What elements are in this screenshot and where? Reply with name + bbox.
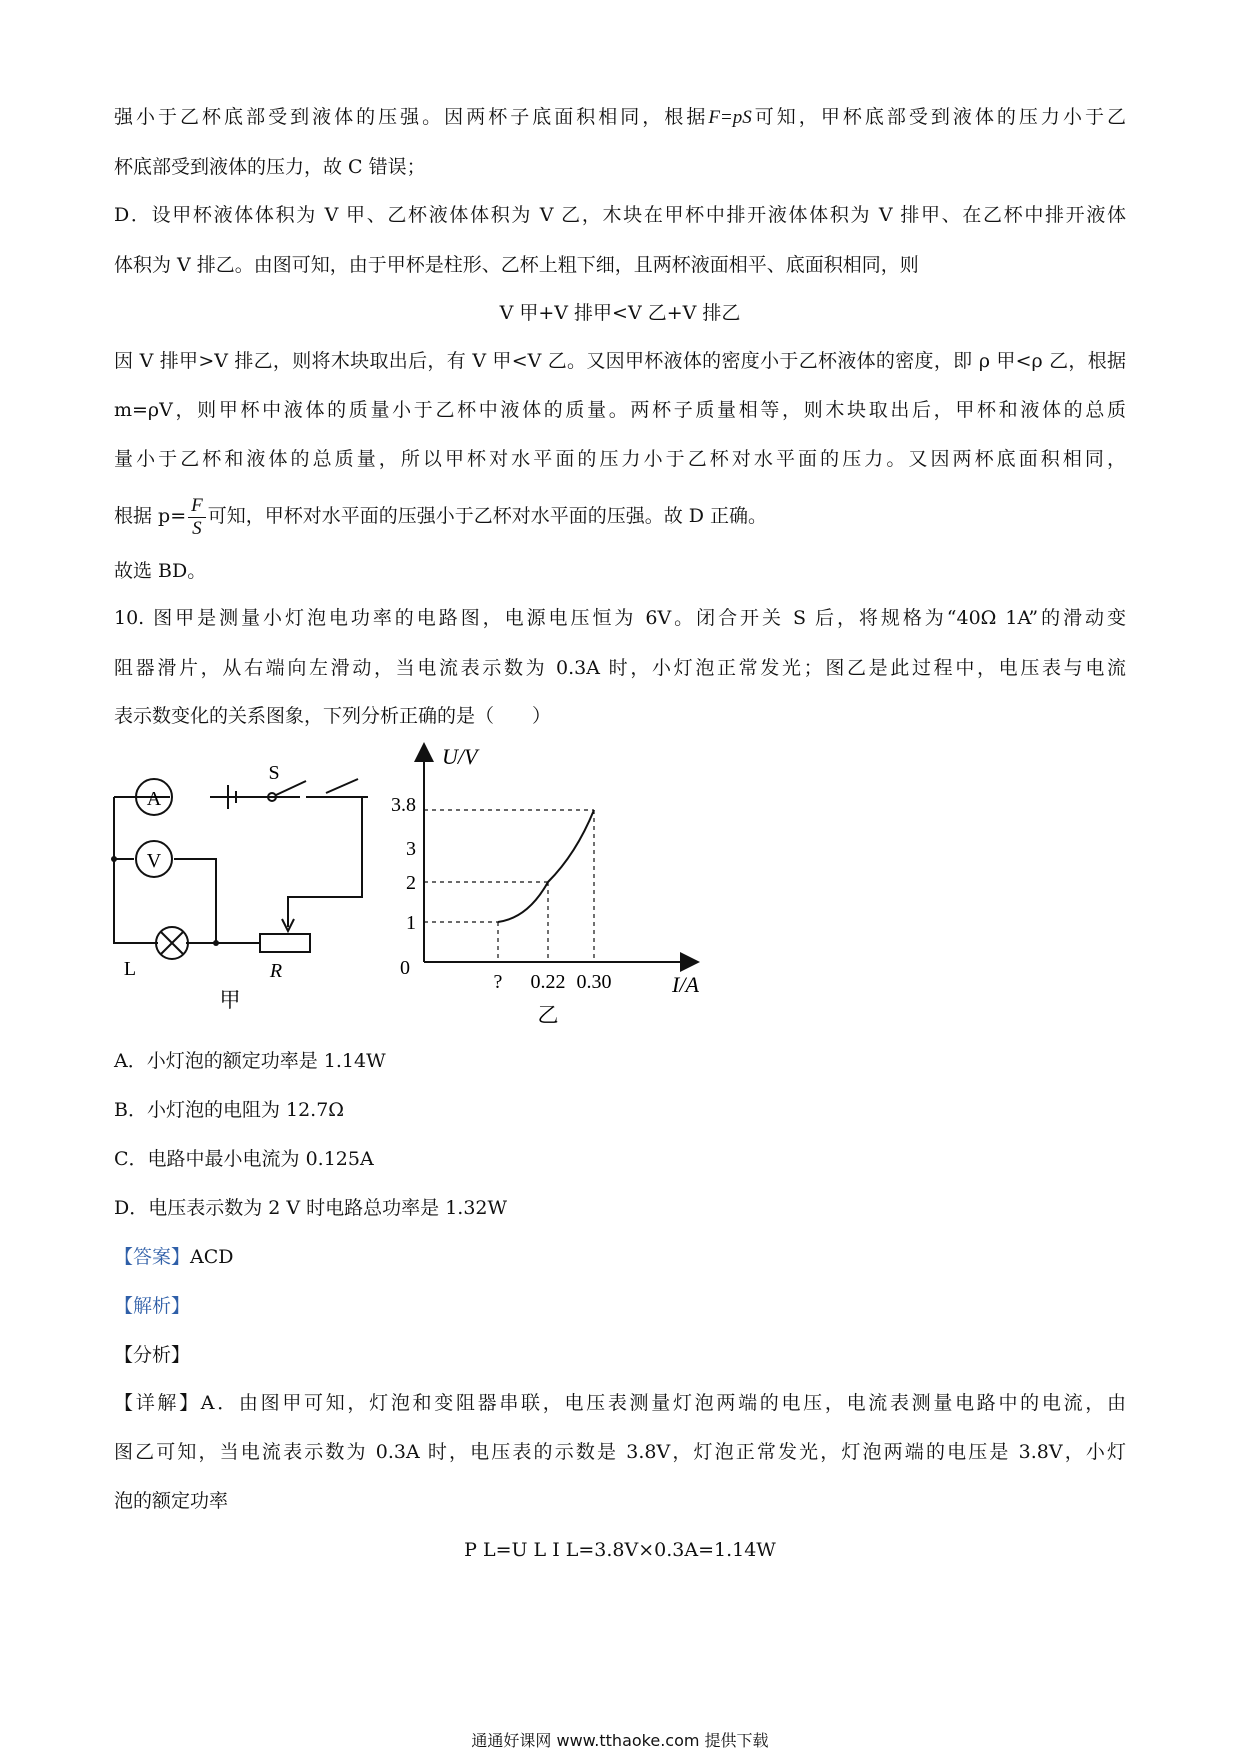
equation: P L=U L I L=3.8V×0.3A=1.14W — [464, 1539, 776, 1561]
text-line: m=ρV，则甲杯中液体的质量小于乙杯中液体的质量。两杯子质量相等，则木块取出后，甲杯和液体的总质 — [114, 399, 1126, 421]
text-line: 故选 BD。 — [114, 560, 207, 582]
question-text: 10. 图甲是测量小灯泡电功率的电路图，电源电压恒为 6V。闭合开关 S 后，将规格为“40Ω 1A”的滑动变 — [114, 607, 1126, 629]
origin-label: 0 — [400, 957, 410, 979]
switch-label: S — [268, 762, 280, 784]
question-text: 阻器滑片，从右端向左滑动，当电流表示数为 0.3A 时，小灯泡正常发光；图乙是此过程中，电压表与电流 — [114, 657, 1126, 679]
footer: 通通好课网 www.tthaoke.com 提供下载 — [471, 1731, 769, 1750]
analysis-label: 【解析】 — [114, 1295, 191, 1317]
answer-line — [114, 1242, 1126, 1272]
detail-text: 图乙可知，当电流表示数为 0.3A 时，电压表的示数是 3.8V，灯泡正常发光，灯泡两端的电压是 3.8V，小灯 — [114, 1441, 1126, 1463]
equation: V 甲+V 排甲<V 乙+V 排乙 — [499, 302, 741, 324]
x-tick-label: ? — [493, 971, 503, 993]
y-axis-label: U/V — [442, 744, 478, 769]
option-b: B．小灯泡的电阻为 12.7Ω — [114, 1099, 345, 1121]
text-line-fraction: 根据 p= $\frac{F}{S}$ 可知，甲杯对水平面的压强小于乙杯对水平面的压强。故 D 正确。 — [114, 494, 768, 539]
detail-text: 【详解】A．由图甲可知，灯泡和变阻器串联，电压表测量灯泡两端的电压，电流表测量电路中的电流，由 — [114, 1392, 1126, 1414]
text-line: 强小于乙杯底部受到液体的压强。因两杯子底面积相同，根据F=pS可知，甲杯底部受到液体的压力小于乙 — [114, 106, 1126, 128]
x-tick-label: 0.30 — [576, 971, 612, 993]
fenxi-label: 【分析】 — [114, 1344, 191, 1366]
circuit-caption: 甲 — [219, 988, 241, 1012]
detail-text: 泡的额定功率 — [114, 1490, 229, 1512]
circuit-diagram — [100, 755, 380, 1015]
text-line: 体积为 V 排乙。由图可知，由于甲杯是柱形、乙杯上粗下细，且两杯液面相平、底面积相同，则 — [114, 254, 919, 276]
option-d: D．电压表示数为 2 V 时电路总功率是 1.32W — [114, 1197, 508, 1219]
u-i-curve — [498, 810, 594, 922]
rheostat-label: R — [269, 960, 283, 982]
text-line: 杯底部受到液体的压力，故 C 错误； — [114, 156, 426, 178]
u-i-graph — [380, 742, 720, 1032]
fraction: $\frac{F}{S}$ — [188, 495, 206, 540]
y-tick-label: 2 — [406, 872, 416, 894]
x-tick-label: 0.22 — [530, 971, 566, 993]
voltmeter-label: V — [146, 850, 162, 872]
text-line: D．设甲杯液体体积为 V 甲、乙杯液体体积为 V 乙，木块在甲杯中排开液体体积为 V 排甲、在乙杯中排开液体 — [114, 204, 1126, 226]
y-tick-label: 3.8 — [391, 794, 416, 816]
graph-caption: 乙 — [537, 1003, 559, 1027]
option-c: C．电路中最小电流为 0.125A — [114, 1148, 374, 1170]
text-line: 因 V 排甲>V 排乙，则将木块取出后，有 V 甲<V 乙。又因甲杯液体的密度小于乙杯液体的密度，即 ρ 甲<ρ 乙，根据 — [114, 350, 1126, 372]
y-tick-label: 1 — [406, 912, 416, 934]
text-line: 量小于乙杯和液体的总质量，所以甲杯对水平面的压力小于乙杯对水平面的压力。又因两杯底面积相同， — [114, 448, 1126, 470]
lamp-label: L — [123, 958, 137, 980]
y-tick-label: 3 — [406, 838, 416, 860]
option-a: A．小灯泡的额定功率是 1.14W — [114, 1050, 386, 1072]
question-text: 表示数变化的关系图象，下列分析正确的是（ ） — [114, 705, 552, 727]
ammeter-label: A — [146, 788, 162, 810]
answer-label: 【答案】 — [114, 1246, 191, 1268]
answer-value: ACD — [190, 1246, 234, 1268]
x-axis-label: I/A — [672, 972, 699, 997]
